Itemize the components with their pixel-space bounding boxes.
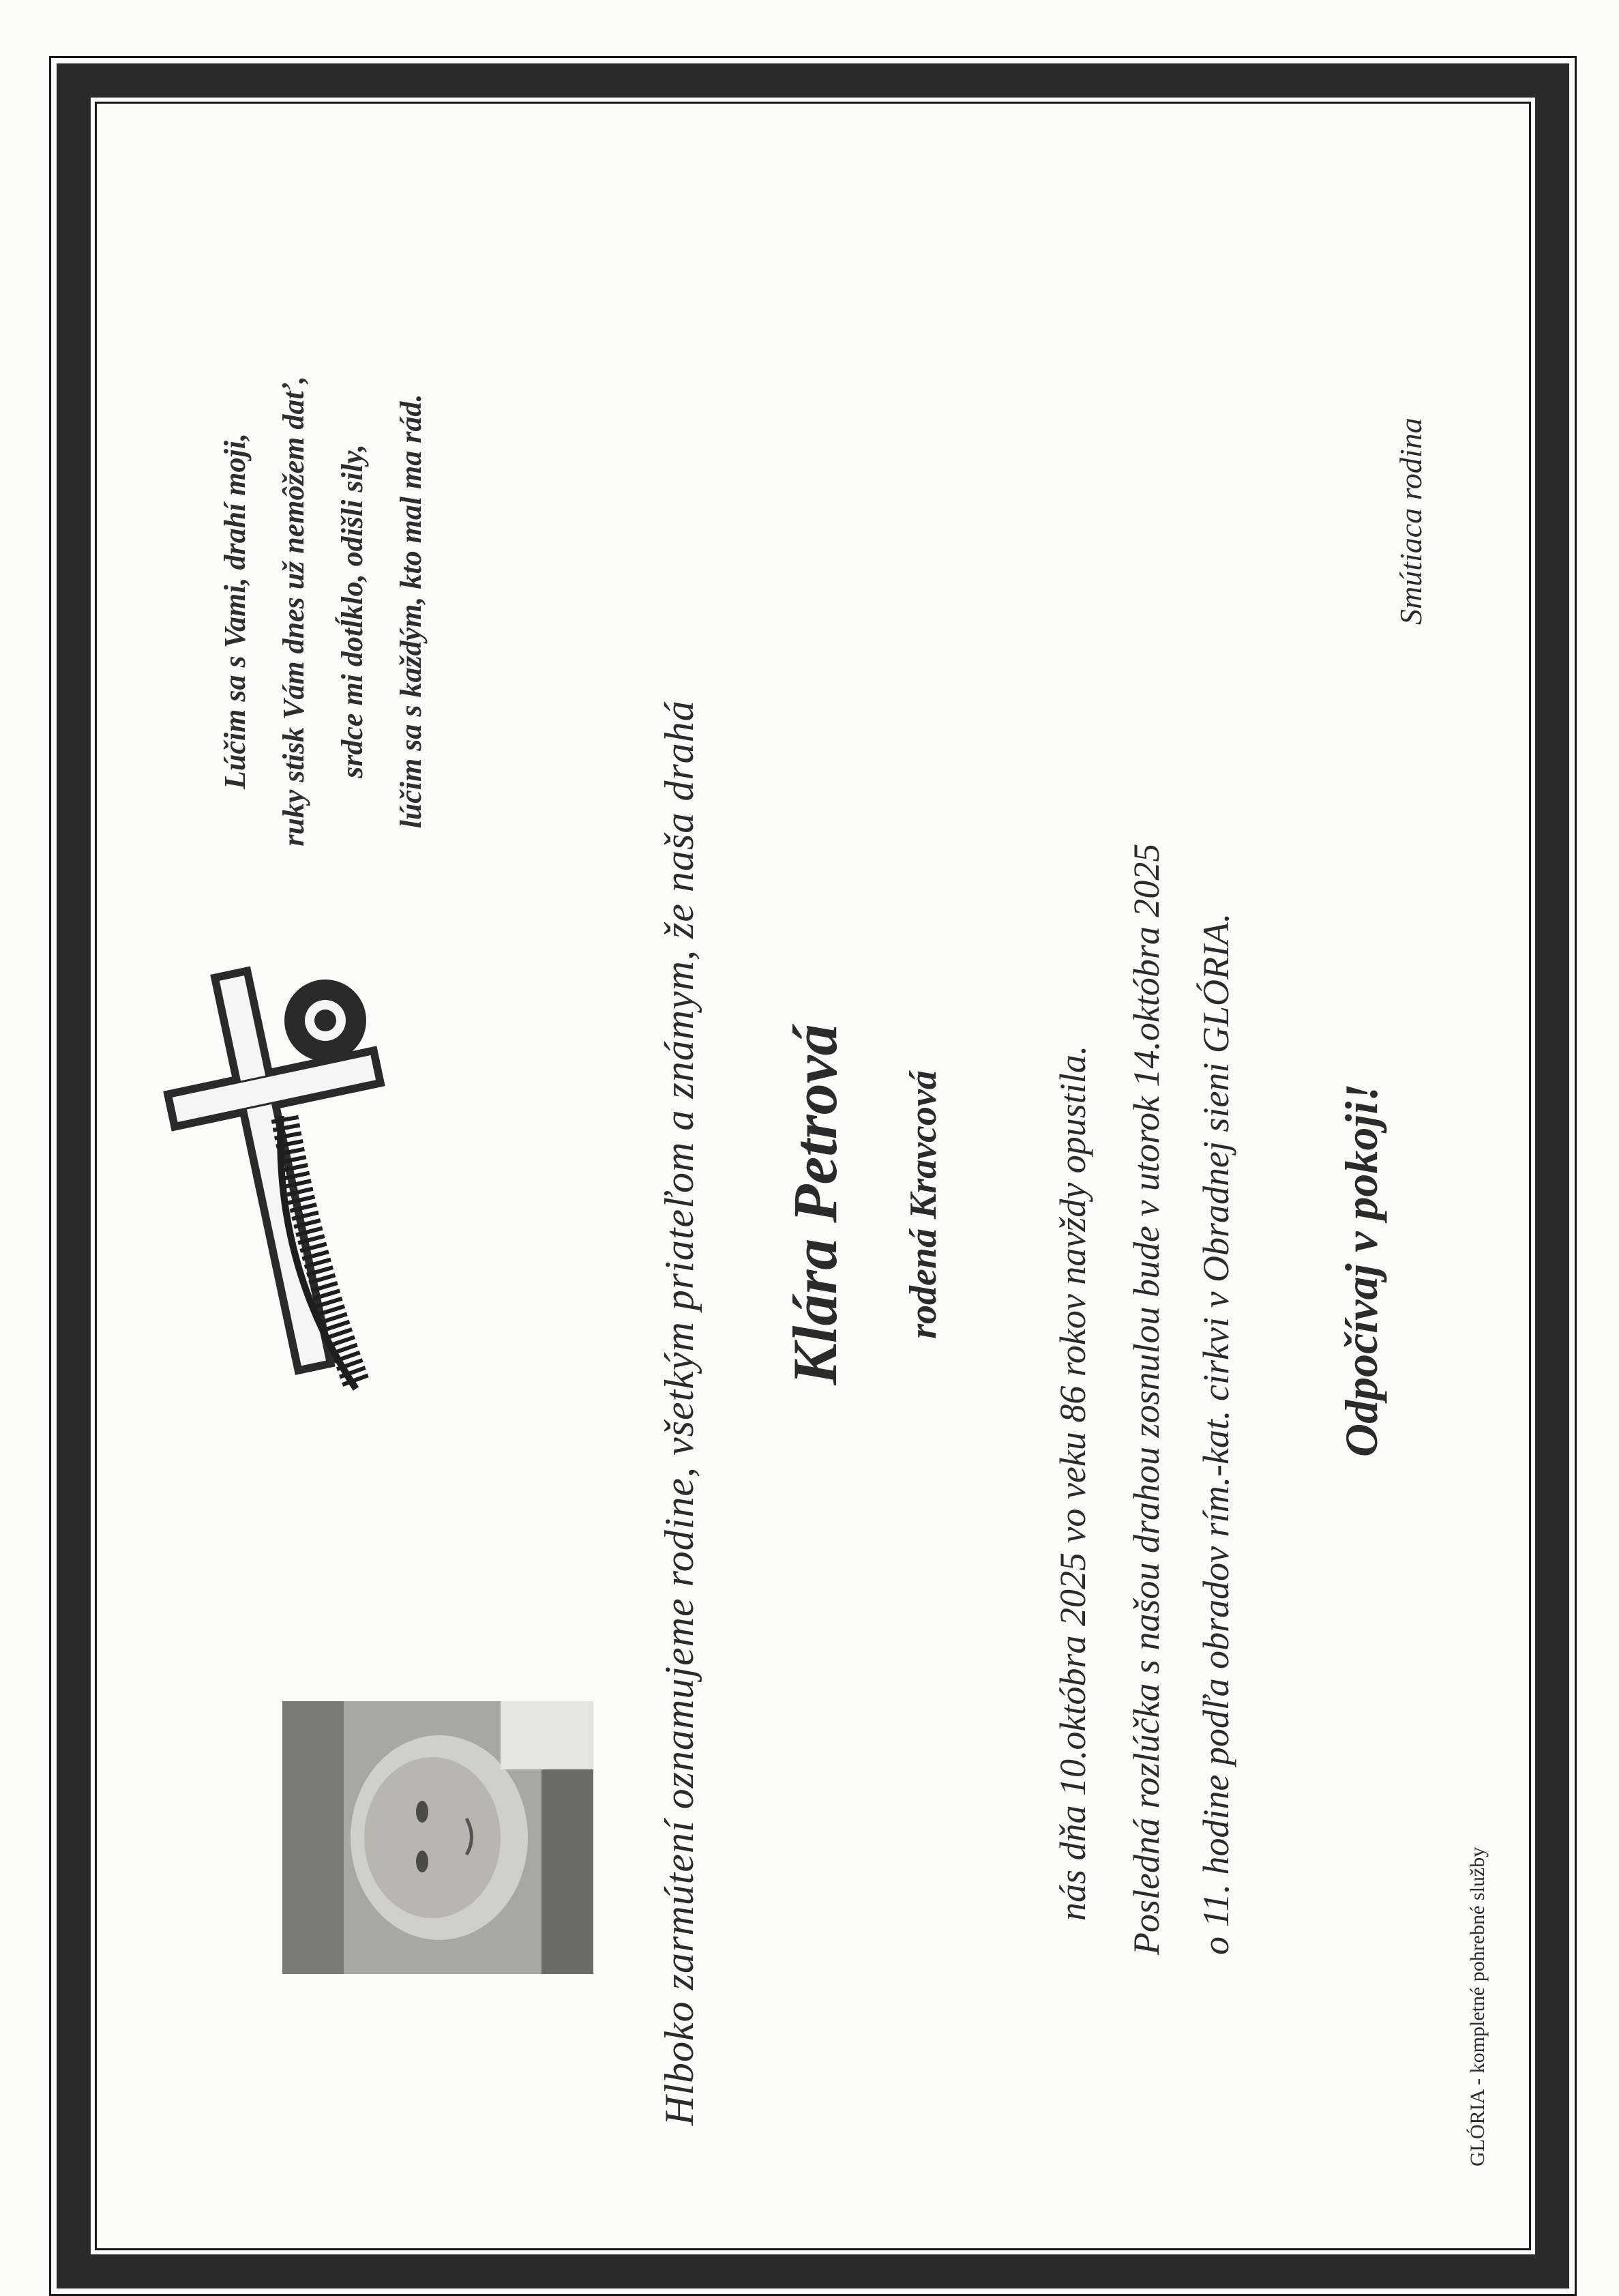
announcement-intro: Hlboko zarmútení oznamujeme rodine, všetkým priateľom a známym, že naša drahá bbox=[657, 700, 702, 2125]
funeral-info-line-1: Posledná rozlúčka s našou drahou zosnulou bude v utorok 14.októbra 2025 bbox=[1126, 843, 1167, 1955]
poem-line: srdce mi dotĺklo, odišli sily, bbox=[336, 444, 369, 778]
death-date-line: nás dňa 10.októbra 2025 vo veku 86 rokov navždy opustila. bbox=[1052, 1045, 1093, 1921]
rest-in-peace: Odpočívaj v pokoji! bbox=[1335, 1083, 1387, 1457]
grieving-family-signature: Smútiaca rodina bbox=[1393, 417, 1428, 625]
deceased-name: Klára Petrová bbox=[780, 1024, 850, 1385]
poem-line: lúčim sa s každým, kto mal ma rád. bbox=[394, 394, 428, 829]
portrait-image bbox=[282, 1701, 593, 1974]
obituary-content bbox=[97, 104, 1529, 2248]
poem-line: Lúčim sa s Vami, drahí moji, bbox=[218, 433, 252, 789]
funeral-info-line-2: o 11. hodine podľa obradov rím.-kat. cirkvi v Obradnej sieni GLÓRIA. bbox=[1195, 913, 1236, 1955]
cross-with-palm-icon bbox=[151, 952, 390, 1402]
poem-line: ruky stisk Vám dnes už nemôžem dať, bbox=[277, 376, 310, 847]
maiden-name: rodená Kravcová bbox=[902, 1070, 945, 1339]
deceased-photo bbox=[282, 1701, 593, 1974]
poem-verse bbox=[206, 304, 441, 918]
funeral-agency-credit: GLÓRIA - kompletné pohrebné služby bbox=[1466, 1846, 1489, 2166]
